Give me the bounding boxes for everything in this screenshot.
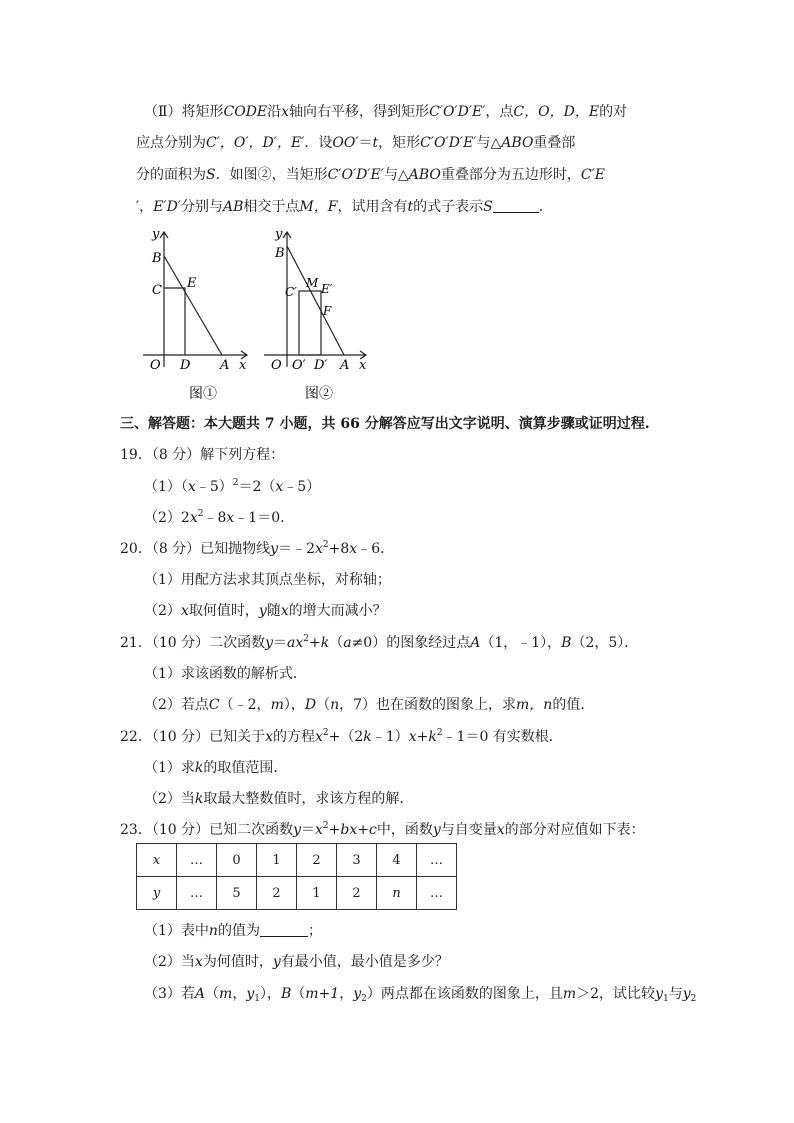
- fig1-label-d: D: [180, 358, 191, 373]
- q23-part3: （3）若A（m，$y_1$），B（m+1，$y_2$）两点都在该函数的图象上，且m＞2，试比较$y_1$与$y_2$: [144, 986, 697, 1004]
- figure-1: [135, 222, 260, 407]
- fig1-label-o: O: [150, 358, 161, 373]
- fig2-label-e: E′: [321, 282, 333, 296]
- part2-line4: ′，E′D′分别与AB相交于点M，F，试用含有t的式子表示S ．: [136, 199, 553, 215]
- table-cell: 2: [297, 844, 337, 877]
- q21-stem: 21．（10 分）二次函数$y=ax^2+k(a\ne 0)$的图象经过点A（1，﹣1），B（2，5）．: [120, 634, 639, 651]
- table-cell: 1: [257, 844, 297, 877]
- fig1-label-c: C: [152, 283, 162, 298]
- fig1-segment-ba: [164, 256, 222, 355]
- q20-stem: 20．（8 分）已知抛物线$y=﹣2x^2+8x﹣6$．: [120, 540, 395, 557]
- fig2-label-d: D′: [314, 358, 328, 373]
- q19-stem: 19．（8 分）解下列方程：: [120, 447, 285, 463]
- fig2-label-f: F: [323, 304, 332, 318]
- part2-line1: （Ⅱ）将矩形CODE沿x轴向右平移，得到矩形C′O′D′E′，点C，O，D，E的对: [144, 104, 628, 120]
- fig2-caption: 图②: [305, 386, 333, 402]
- table-cell: …: [417, 877, 457, 910]
- fig1-label-x: x: [239, 358, 247, 373]
- fig2-label-a: A: [340, 358, 350, 373]
- q19-part1: （1）（x﹣5）$^2$＝2（x﹣5）: [144, 478, 321, 495]
- q21-part1: （1）求该函数的解析式．: [144, 666, 307, 682]
- table-cell: 5: [217, 877, 257, 910]
- table-row: [137, 844, 457, 877]
- q21-part2: （2）若点C（﹣2，m），D（n，7）也在函数的图象上，求m，n的值．: [144, 697, 595, 713]
- table-cell: 2: [337, 877, 377, 910]
- fig2-label-o: O: [271, 358, 282, 373]
- fig2-rect-shifted: [299, 291, 321, 355]
- fig1-label-y: y: [152, 227, 160, 242]
- q23-part2: （2）当x为何值时，y有最小值，最小值是多少？: [144, 954, 449, 970]
- fig1-label-e: E: [187, 276, 197, 291]
- table-row: [137, 877, 457, 910]
- fig2-label-b: B: [275, 246, 285, 261]
- q22-stem: 22．（10 分）已知关于x的方程$x^2+(2k﹣1)x+k^2﹣1=0$ 有实数根．: [120, 728, 563, 745]
- fig1-caption: 图①: [189, 386, 217, 402]
- fig1-label-b: B: [152, 251, 162, 266]
- fig2-label-o2: O′: [292, 358, 306, 373]
- q20-part2: （2）x取何值时，y随x的增大而减小？: [144, 603, 387, 619]
- fig2-label-m: M: [306, 276, 319, 290]
- answer-blank: [260, 922, 308, 937]
- table-cell: 4: [377, 844, 417, 877]
- fig2-label-c: C′: [285, 285, 297, 299]
- table-cell: 3: [337, 844, 377, 877]
- fig1-rect-code: [164, 288, 185, 355]
- section-3-heading: 三、解答题：本大题共 7 小题，共 66 分解答应写出文字说明、演算步骤或证明过程.: [120, 416, 650, 432]
- q22-part1: （1）求k的取值范围．: [144, 760, 288, 776]
- table-cell: 0: [217, 844, 257, 877]
- table-cell: …: [177, 844, 217, 877]
- table-cell: x: [137, 844, 177, 877]
- table-cell: 2: [257, 877, 297, 910]
- answer-blank: [493, 198, 539, 213]
- fig2-label-x: x: [359, 358, 367, 373]
- figure-2: [260, 222, 390, 407]
- part2-line2: 应点分别为C′，O′，D′，E′．设OO′＝t，矩形C′O′D′E′与△ABO重叠部: [136, 135, 576, 151]
- fig1-label-a: A: [220, 358, 230, 373]
- q23-part1: （1）表中n的值为 ；: [144, 923, 322, 939]
- table-cell: …: [417, 844, 457, 877]
- q20-part1: （1）用配方法求其顶点坐标，对称轴；: [144, 572, 391, 588]
- fig2-segment-ba: [287, 246, 344, 355]
- q23-stem: 23．（10 分）已知二次函数$y=x^2+bx+c$中，函数y与自变量x的部分对应值如下表：: [120, 821, 645, 838]
- table-cell: 1: [297, 877, 337, 910]
- table-cell: y: [137, 877, 177, 910]
- q19-part2: $(2)2x^2﹣8x﹣1=0$.: [144, 509, 285, 526]
- value-table: [136, 843, 457, 910]
- part2-line3: 分的面积为S．如图②，当矩形C′O′D′E′与△ABO重叠部分为五边形时，C′E: [136, 167, 605, 183]
- q22-part2: （2）当k取最大整数值时，求该方程的解．: [144, 791, 414, 807]
- table-cell: …: [177, 877, 217, 910]
- fig2-label-y: y: [275, 227, 283, 242]
- table-cell: n: [377, 877, 417, 910]
